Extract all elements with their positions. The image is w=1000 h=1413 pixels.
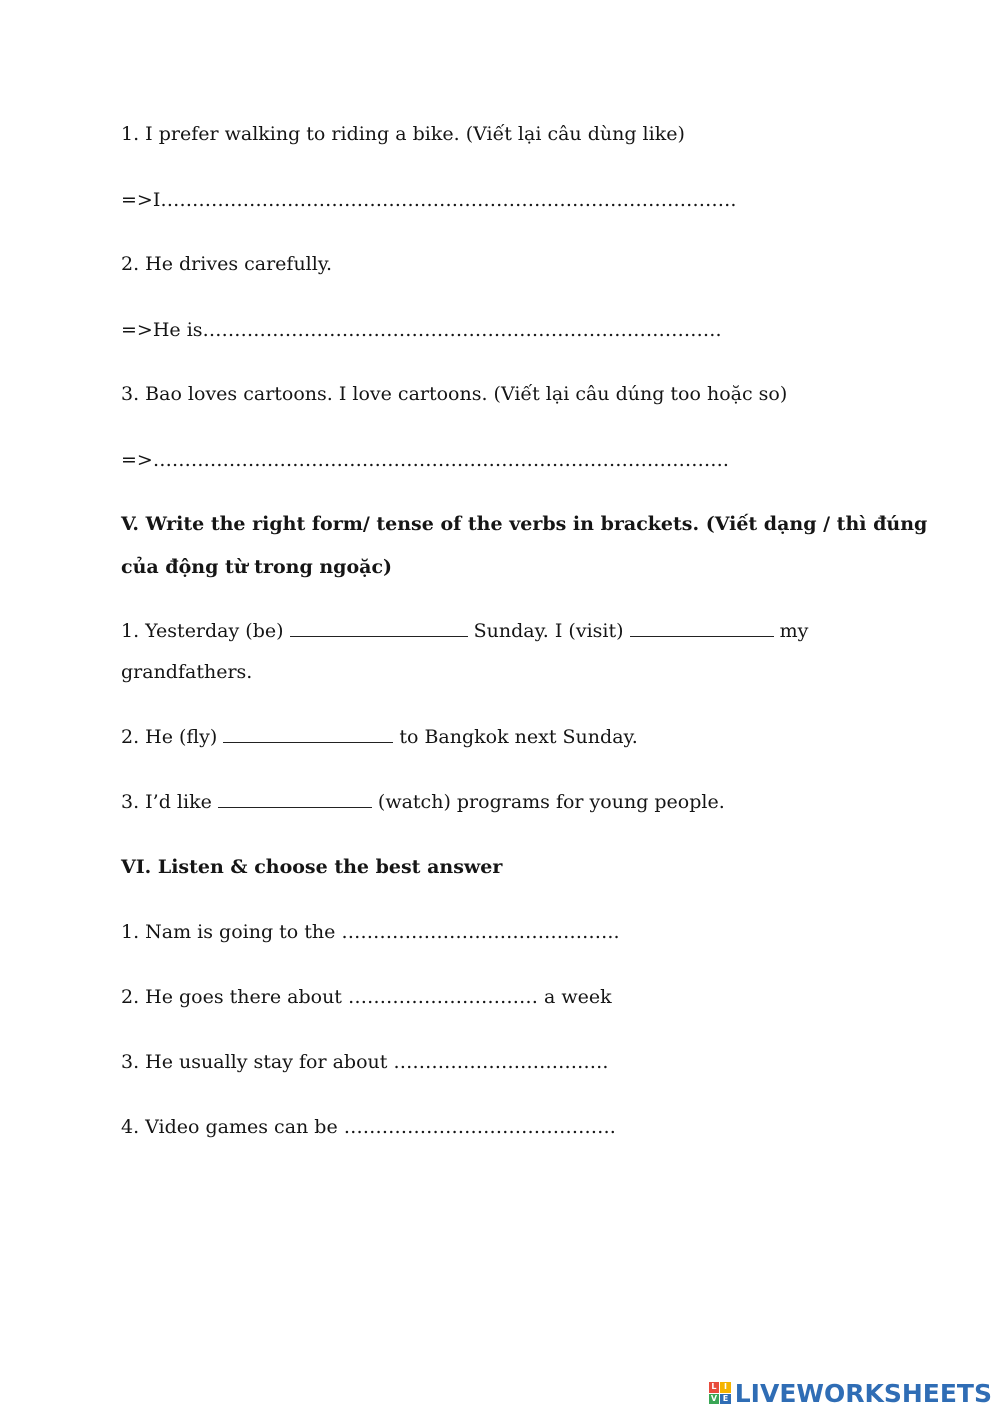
verb-blank-3[interactable] — [218, 789, 372, 808]
verb-question-1-text-b: Sunday. I (visit) — [473, 620, 624, 642]
liveworksheets-logo-icon — [709, 1382, 731, 1404]
verb-question-3 — [121, 789, 725, 815]
rewrite-answer-2[interactable]: =>He is………………………………………………………………………. — [121, 319, 722, 341]
logo-mark-l: L — [709, 1382, 720, 1393]
rewrite-question-1: 1. I prefer walking to riding a bike. (Viết lại câu dùng like) — [121, 123, 685, 145]
rewrite-answer-3[interactable]: =>………………………………………………………………………………. — [121, 449, 729, 471]
verb-question-2-text-b: to Bangkok next Sunday. — [399, 726, 638, 748]
verb-question-1-text-a: 1. Yesterday (be) — [121, 620, 284, 642]
listen-question-1[interactable]: 1. Nam is going to the …………………………………….. — [121, 921, 620, 943]
verb-blank-2[interactable] — [223, 724, 393, 743]
rewrite-question-3: 3. Bao loves cartoons. I love cartoons. (Viết lại câu dúng too hoặc so) — [121, 383, 788, 405]
section-vi-heading: VI. Listen & choose the best answer — [121, 856, 503, 878]
verb-question-1 — [121, 618, 808, 644]
listen-question-2[interactable]: 2. He goes there about ………………………… a week — [121, 986, 612, 1008]
verb-question-3-text-b: (watch) programs for young people. — [377, 791, 725, 813]
verb-blank-1b[interactable] — [630, 618, 774, 637]
logo-mark-v: V — [709, 1394, 720, 1405]
verb-blank-1a[interactable] — [290, 618, 468, 637]
rewrite-answer-1[interactable]: =>I………………………………………………………………………………. — [121, 189, 737, 211]
section-v-heading-line1: V. Write the right form/ tense of the verbs in brackets. (Viết dạng / thì đúng — [121, 513, 928, 535]
rewrite-question-2: 2. He drives carefully. — [121, 253, 333, 275]
listen-question-3[interactable]: 3. He usually stay for about ……………………………. — [121, 1051, 609, 1073]
verb-question-3-text-a: 3. I’d like — [121, 791, 212, 813]
liveworksheets-logo — [709, 1376, 992, 1410]
section-v-heading-line2: của động từ trong ngoặc) — [121, 556, 393, 578]
verb-question-2 — [121, 724, 638, 750]
logo-mark-e: E — [720, 1394, 731, 1405]
verb-question-1-text-c: my — [779, 620, 809, 642]
logo-mark-i: I — [720, 1382, 731, 1393]
listen-question-4[interactable]: 4. Video games can be ……………………………………. — [121, 1116, 616, 1138]
verb-question-1-line2: grandfathers. — [121, 661, 253, 683]
verb-question-2-text-a: 2. He (fly) — [121, 726, 218, 748]
liveworksheets-logo-text: LIVEWORKSHEETS — [734, 1378, 992, 1408]
